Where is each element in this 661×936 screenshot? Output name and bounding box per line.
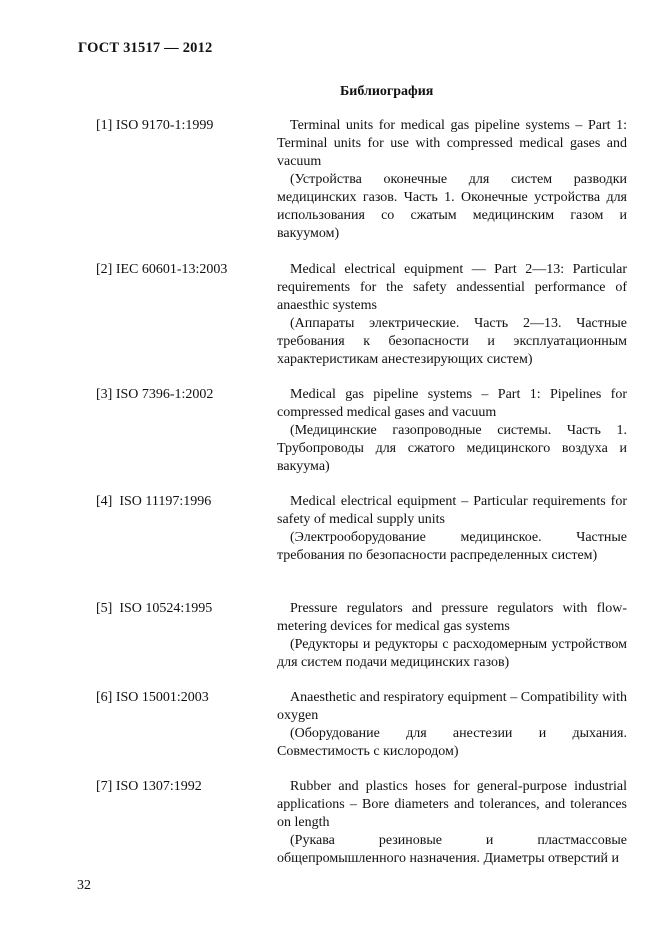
entry-reference: [7] ISO 1307:1992	[96, 779, 202, 794]
entry-text	[277, 261, 627, 369]
document-header: ГОСТ 31517 — 2012	[78, 40, 213, 56]
entry-title-ru: (Редукторы и редукторы с расходомерным устройством для систем подачи медицинских газов)	[277, 637, 627, 670]
entry-text	[277, 689, 627, 761]
entry-text	[277, 117, 627, 243]
entry-title-ru: (Электрооборудование медицинское. Частные требования по безопасности распределенных систем)	[277, 530, 627, 563]
entry-text	[277, 493, 627, 565]
entry-reference: [2] IEC 60601-13:2003	[96, 262, 228, 277]
entry-title-en: Medical gas pipeline systems – Part 1: Pipelines for compressed medical gases and vacuum	[277, 387, 627, 420]
entry-title-ru: (Оборудование для анестезии и дыхания. Совместимость с кислородом)	[277, 726, 627, 759]
entry-text	[277, 600, 627, 672]
entry-reference: [3] ISO 7396-1:2002	[96, 387, 214, 402]
entry-reference: [5] ISO 10524:1995	[96, 601, 213, 616]
page-number: 32	[77, 878, 91, 893]
entry-title-en: Medical electrical equipment — Part 2—13: Particular requirements for the safety andessential performance of anaesthic systems	[277, 262, 627, 313]
entry-title-en: Pressure regulators and pressure regulators with flow-metering devices for medical gas systems	[277, 601, 627, 634]
entry-text	[277, 778, 627, 868]
entry-reference: [1] ISO 9170-1:1999	[96, 118, 214, 133]
entry-reference: [6] ISO 15001:2003	[96, 690, 209, 705]
entry-text	[277, 386, 627, 476]
entry-title-en: Terminal units for medical gas pipeline systems – Part 1: Terminal units for use with compressed medical gases and vacuum	[277, 118, 627, 169]
entry-title-en: Rubber and plastics hoses for general-purpose industrial applications – Bore diameters and tolerances, and tolerances on length	[277, 779, 627, 830]
entry-title-ru: (Аппараты электрические. Часть 2—13. Частные требования к безопасности и эксплуатационным характеристикам анестезирующих систем)	[277, 316, 627, 367]
entry-title-ru: (Устройства оконечные для систем разводки медицинских газов. Часть 1. Оконечные устройства для использования со сжатым медицинским газом и вакуумом)	[277, 172, 627, 241]
entry-title-en: Medical electrical equipment – Particular requirements for safety of medical supply units	[277, 494, 627, 527]
entry-title-en: Anaesthetic and respiratory equipment – Compatibility with oxygen	[277, 690, 627, 723]
entry-reference: [4] ISO 11197:1996	[96, 494, 212, 509]
entry-title-ru: (Рукава резиновые и пластмассовые общепромышленного назначения. Диаметры отверстий и	[277, 833, 627, 866]
entry-title-ru: (Медицинские газопроводные системы. Часть 1. Трубопроводы для сжатого медицинского воздуха и вакуума)	[277, 423, 627, 474]
bibliography-title: Библиография	[340, 84, 434, 99]
